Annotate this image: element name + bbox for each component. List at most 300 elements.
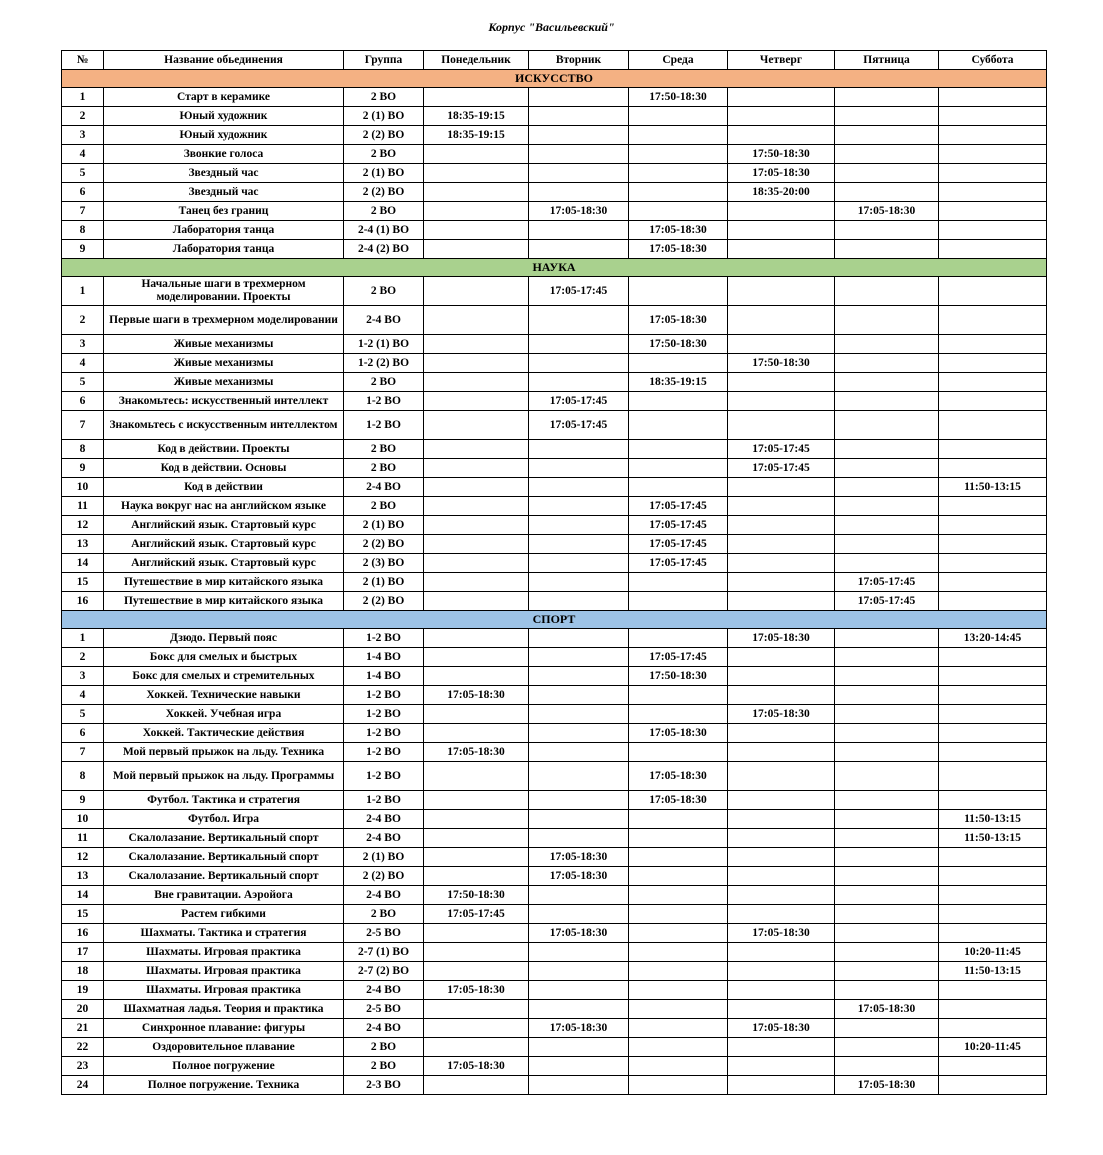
cell-wednesday (629, 126, 728, 145)
cell-thursday (728, 535, 835, 554)
cell-name: Старт в керамике (104, 88, 344, 107)
cell-monday: 18:35-19:15 (424, 126, 529, 145)
cell-saturday (939, 440, 1047, 459)
cell-saturday (939, 981, 1047, 1000)
cell-thursday (728, 943, 835, 962)
cell-number: 4 (62, 145, 104, 164)
cell-friday (835, 962, 939, 981)
table-row (62, 592, 1047, 611)
cell-friday (835, 829, 939, 848)
table-row (62, 392, 1047, 411)
cell-tuesday: 17:05-17:45 (529, 392, 629, 411)
cell-number: 9 (62, 459, 104, 478)
cell-monday: 17:05-18:30 (424, 981, 529, 1000)
cell-monday (424, 867, 529, 886)
cell-thursday (728, 126, 835, 145)
cell-name: Синхронное плавание: фигуры (104, 1019, 344, 1038)
cell-wednesday (629, 743, 728, 762)
cell-group: 1-4 ВО (344, 667, 424, 686)
schedule-table (61, 50, 1047, 1095)
cell-friday (835, 145, 939, 164)
section-header-row (62, 70, 1047, 88)
cell-wednesday (629, 886, 728, 905)
cell-group: 2-4 ВО (344, 810, 424, 829)
cell-number: 6 (62, 183, 104, 202)
table-row (62, 1076, 1047, 1095)
cell-number: 2 (62, 648, 104, 667)
cell-group: 2 ВО (344, 440, 424, 459)
table-row (62, 573, 1047, 592)
cell-saturday: 13:20-14:45 (939, 629, 1047, 648)
cell-friday (835, 497, 939, 516)
cell-tuesday (529, 306, 629, 335)
section-title: НАУКА (62, 259, 1047, 277)
cell-tuesday (529, 164, 629, 183)
document-title: Корпус "Васильевский" (488, 20, 615, 34)
cell-group: 2 ВО (344, 277, 424, 306)
cell-wednesday: 17:05-17:45 (629, 535, 728, 554)
cell-wednesday (629, 411, 728, 440)
cell-thursday (728, 1038, 835, 1057)
cell-thursday (728, 392, 835, 411)
header-name: Название обьединения (104, 51, 344, 70)
cell-name: Путешествие в мир китайского языка (104, 573, 344, 592)
cell-saturday (939, 373, 1047, 392)
table-row (62, 335, 1047, 354)
cell-thursday (728, 743, 835, 762)
table-row (62, 1038, 1047, 1057)
cell-number: 15 (62, 905, 104, 924)
cell-thursday (728, 962, 835, 981)
cell-number: 9 (62, 240, 104, 259)
cell-wednesday (629, 107, 728, 126)
cell-friday (835, 667, 939, 686)
cell-group: 2 ВО (344, 88, 424, 107)
cell-number: 12 (62, 848, 104, 867)
cell-friday (835, 411, 939, 440)
cell-name: Начальные шаги в трехмерном моделировании. Проекты (104, 277, 344, 306)
cell-name: Первые шаги в трехмерном моделировании (104, 306, 344, 335)
cell-tuesday (529, 762, 629, 791)
cell-name: Футбол. Тактика и стратегия (104, 791, 344, 810)
cell-number: 7 (62, 411, 104, 440)
table-row (62, 848, 1047, 867)
cell-name: Оздоровительное плавание (104, 1038, 344, 1057)
cell-number: 14 (62, 886, 104, 905)
cell-wednesday (629, 810, 728, 829)
cell-saturday: 11:50-13:15 (939, 962, 1047, 981)
cell-number: 4 (62, 354, 104, 373)
cell-tuesday (529, 516, 629, 535)
cell-saturday (939, 392, 1047, 411)
cell-tuesday (529, 886, 629, 905)
cell-saturday (939, 848, 1047, 867)
cell-thursday (728, 335, 835, 354)
cell-saturday (939, 886, 1047, 905)
cell-thursday (728, 791, 835, 810)
cell-thursday (728, 1000, 835, 1019)
cell-number: 5 (62, 373, 104, 392)
cell-wednesday (629, 867, 728, 886)
cell-wednesday: 17:05-17:45 (629, 497, 728, 516)
cell-name: Звонкие голоса (104, 145, 344, 164)
cell-thursday (728, 240, 835, 259)
cell-number: 8 (62, 221, 104, 240)
cell-group: 1-2 (1) ВО (344, 335, 424, 354)
cell-wednesday: 17:05-18:30 (629, 221, 728, 240)
table-row (62, 981, 1047, 1000)
cell-number: 20 (62, 1000, 104, 1019)
table-row (62, 867, 1047, 886)
cell-number: 6 (62, 724, 104, 743)
cell-wednesday (629, 440, 728, 459)
cell-monday (424, 392, 529, 411)
cell-saturday (939, 905, 1047, 924)
cell-wednesday (629, 705, 728, 724)
cell-name: Знакомьтесь с искусственным интеллектом (104, 411, 344, 440)
cell-monday (424, 459, 529, 478)
cell-saturday (939, 1019, 1047, 1038)
cell-group: 1-2 (2) ВО (344, 354, 424, 373)
cell-wednesday (629, 962, 728, 981)
cell-monday (424, 164, 529, 183)
cell-group: 2-4 ВО (344, 478, 424, 497)
cell-thursday (728, 981, 835, 1000)
cell-monday (424, 478, 529, 497)
cell-thursday (728, 478, 835, 497)
cell-name: Английский язык. Стартовый курс (104, 554, 344, 573)
table-row (62, 705, 1047, 724)
cell-monday (424, 592, 529, 611)
cell-group: 2-4 ВО (344, 981, 424, 1000)
cell-friday (835, 183, 939, 202)
cell-monday (424, 1076, 529, 1095)
cell-number: 16 (62, 592, 104, 611)
cell-friday: 17:05-17:45 (835, 573, 939, 592)
cell-monday (424, 705, 529, 724)
cell-friday (835, 724, 939, 743)
cell-tuesday (529, 686, 629, 705)
cell-monday (424, 829, 529, 848)
table-row (62, 554, 1047, 573)
cell-saturday: 10:20-11:45 (939, 943, 1047, 962)
cell-wednesday (629, 1038, 728, 1057)
cell-friday (835, 1019, 939, 1038)
cell-wednesday (629, 1076, 728, 1095)
cell-monday (424, 497, 529, 516)
cell-saturday (939, 705, 1047, 724)
cell-group: 2-7 (2) ВО (344, 962, 424, 981)
cell-tuesday (529, 981, 629, 1000)
cell-tuesday: 17:05-18:30 (529, 202, 629, 221)
cell-number: 22 (62, 1038, 104, 1057)
cell-tuesday: 17:05-17:45 (529, 277, 629, 306)
table-row (62, 107, 1047, 126)
cell-wednesday (629, 573, 728, 592)
cell-monday: 17:05-18:30 (424, 743, 529, 762)
cell-name: Футбол. Игра (104, 810, 344, 829)
cell-group: 2-5 ВО (344, 1000, 424, 1019)
cell-number: 12 (62, 516, 104, 535)
cell-friday (835, 1038, 939, 1057)
cell-wednesday (629, 1019, 728, 1038)
cell-group: 2 ВО (344, 145, 424, 164)
cell-number: 23 (62, 1057, 104, 1076)
table-row (62, 478, 1047, 497)
cell-friday (835, 867, 939, 886)
cell-friday (835, 88, 939, 107)
table-row (62, 145, 1047, 164)
cell-tuesday (529, 592, 629, 611)
cell-group: 2 (1) ВО (344, 107, 424, 126)
cell-name: Полное погружение (104, 1057, 344, 1076)
cell-friday (835, 306, 939, 335)
cell-monday (424, 221, 529, 240)
cell-tuesday (529, 705, 629, 724)
cell-tuesday (529, 335, 629, 354)
cell-wednesday (629, 592, 728, 611)
cell-tuesday: 17:05-17:45 (529, 411, 629, 440)
cell-number: 21 (62, 1019, 104, 1038)
cell-group: 2-3 ВО (344, 1076, 424, 1095)
cell-number: 11 (62, 829, 104, 848)
cell-thursday (728, 1057, 835, 1076)
cell-monday: 17:05-18:30 (424, 1057, 529, 1076)
cell-saturday (939, 277, 1047, 306)
cell-name: Код в действии. Основы (104, 459, 344, 478)
cell-group: 2-4 ВО (344, 886, 424, 905)
cell-number: 3 (62, 335, 104, 354)
cell-tuesday (529, 88, 629, 107)
cell-number: 8 (62, 440, 104, 459)
cell-tuesday (529, 810, 629, 829)
cell-saturday (939, 1000, 1047, 1019)
cell-tuesday (529, 1000, 629, 1019)
table-row (62, 762, 1047, 791)
cell-tuesday (529, 791, 629, 810)
cell-wednesday (629, 905, 728, 924)
cell-saturday: 11:50-13:15 (939, 810, 1047, 829)
cell-friday (835, 240, 939, 259)
cell-wednesday (629, 164, 728, 183)
table-row (62, 440, 1047, 459)
cell-number: 10 (62, 478, 104, 497)
cell-number: 19 (62, 981, 104, 1000)
cell-thursday: 17:50-18:30 (728, 145, 835, 164)
cell-group: 1-2 ВО (344, 743, 424, 762)
cell-tuesday (529, 373, 629, 392)
cell-group: 2 (2) ВО (344, 867, 424, 886)
header-group: Группа (344, 51, 424, 70)
table-row (62, 724, 1047, 743)
cell-wednesday (629, 277, 728, 306)
table-row (62, 648, 1047, 667)
cell-saturday (939, 592, 1047, 611)
cell-friday: 17:05-18:30 (835, 1000, 939, 1019)
cell-thursday (728, 88, 835, 107)
cell-wednesday (629, 202, 728, 221)
cell-friday (835, 277, 939, 306)
cell-tuesday (529, 1057, 629, 1076)
cell-monday: 17:50-18:30 (424, 886, 529, 905)
cell-number: 24 (62, 1076, 104, 1095)
cell-thursday (728, 686, 835, 705)
cell-tuesday (529, 221, 629, 240)
table-row (62, 126, 1047, 145)
header-saturday: Суббота (939, 51, 1047, 70)
table-row (62, 629, 1047, 648)
cell-thursday (728, 886, 835, 905)
cell-wednesday (629, 145, 728, 164)
cell-friday (835, 848, 939, 867)
cell-friday (835, 705, 939, 724)
cell-saturday (939, 459, 1047, 478)
cell-wednesday (629, 478, 728, 497)
cell-wednesday: 17:05-17:45 (629, 516, 728, 535)
cell-thursday: 17:05-18:30 (728, 705, 835, 724)
cell-monday (424, 648, 529, 667)
cell-name: Бокс для смелых и быстрых (104, 648, 344, 667)
cell-name: Код в действии. Проекты (104, 440, 344, 459)
cell-wednesday: 17:05-17:45 (629, 648, 728, 667)
cell-group: 1-2 ВО (344, 762, 424, 791)
cell-friday (835, 516, 939, 535)
cell-friday (835, 924, 939, 943)
cell-name: Знакомьтесь: искусственный интеллект (104, 392, 344, 411)
cell-thursday (728, 829, 835, 848)
cell-group: 2-7 (1) ВО (344, 943, 424, 962)
cell-tuesday (529, 648, 629, 667)
cell-wednesday (629, 354, 728, 373)
cell-saturday: 11:50-13:15 (939, 829, 1047, 848)
cell-wednesday (629, 981, 728, 1000)
cell-number: 5 (62, 164, 104, 183)
cell-friday (835, 905, 939, 924)
cell-friday (835, 478, 939, 497)
cell-number: 7 (62, 743, 104, 762)
cell-monday: 17:05-18:30 (424, 686, 529, 705)
cell-thursday (728, 107, 835, 126)
cell-name: Код в действии (104, 478, 344, 497)
section-header-row (62, 259, 1047, 277)
cell-group: 2 (2) ВО (344, 183, 424, 202)
table-row (62, 667, 1047, 686)
cell-saturday (939, 145, 1047, 164)
cell-group: 2 (3) ВО (344, 554, 424, 573)
cell-thursday (728, 905, 835, 924)
cell-saturday (939, 762, 1047, 791)
cell-wednesday: 17:50-18:30 (629, 667, 728, 686)
cell-tuesday (529, 240, 629, 259)
cell-saturday (939, 516, 1047, 535)
cell-thursday (728, 724, 835, 743)
header-thursday: Четверг (728, 51, 835, 70)
cell-monday (424, 1038, 529, 1057)
cell-group: 1-2 ВО (344, 686, 424, 705)
cell-monday (424, 848, 529, 867)
cell-monday (424, 88, 529, 107)
cell-thursday (728, 592, 835, 611)
cell-name: Вне гравитации. Аэройога (104, 886, 344, 905)
table-row (62, 221, 1047, 240)
cell-name: Английский язык. Стартовый курс (104, 535, 344, 554)
cell-name: Хоккей. Учебная игра (104, 705, 344, 724)
cell-tuesday (529, 183, 629, 202)
table-row (62, 924, 1047, 943)
cell-number: 14 (62, 554, 104, 573)
cell-thursday (728, 573, 835, 592)
cell-friday (835, 629, 939, 648)
cell-friday (835, 459, 939, 478)
cell-number: 2 (62, 107, 104, 126)
header-tuesday: Вторник (529, 51, 629, 70)
cell-tuesday (529, 629, 629, 648)
cell-saturday (939, 724, 1047, 743)
cell-tuesday (529, 126, 629, 145)
table-row (62, 183, 1047, 202)
cell-name: Шахматы. Игровая практика (104, 962, 344, 981)
cell-name: Мой первый прыжок на льду. Программы (104, 762, 344, 791)
section-title: ИСКУССТВО (62, 70, 1047, 88)
table-row (62, 202, 1047, 221)
cell-number: 16 (62, 924, 104, 943)
cell-group: 2 ВО (344, 202, 424, 221)
cell-name: Полное погружение. Техника (104, 1076, 344, 1095)
table-row (62, 791, 1047, 810)
cell-group: 2-4 ВО (344, 1019, 424, 1038)
cell-monday (424, 202, 529, 221)
cell-number: 2 (62, 306, 104, 335)
cell-friday (835, 981, 939, 1000)
cell-wednesday (629, 459, 728, 478)
cell-saturday (939, 743, 1047, 762)
cell-monday (424, 1019, 529, 1038)
cell-monday (424, 667, 529, 686)
cell-tuesday (529, 145, 629, 164)
cell-monday (424, 573, 529, 592)
cell-name: Живые механизмы (104, 354, 344, 373)
cell-group: 2 (1) ВО (344, 164, 424, 183)
cell-group: 2-4 ВО (344, 306, 424, 335)
cell-monday (424, 943, 529, 962)
cell-group: 2 (1) ВО (344, 573, 424, 592)
cell-friday (835, 392, 939, 411)
cell-number: 1 (62, 629, 104, 648)
table-row (62, 743, 1047, 762)
cell-wednesday: 17:05-17:45 (629, 554, 728, 573)
cell-friday (835, 221, 939, 240)
table-row (62, 411, 1047, 440)
table-row (62, 497, 1047, 516)
cell-thursday: 17:05-17:45 (728, 440, 835, 459)
cell-number: 9 (62, 791, 104, 810)
cell-monday (424, 629, 529, 648)
cell-name: Шахматная ладья. Теория и практика (104, 1000, 344, 1019)
cell-monday: 18:35-19:15 (424, 107, 529, 126)
cell-friday (835, 648, 939, 667)
cell-friday (835, 335, 939, 354)
cell-friday: 17:05-18:30 (835, 202, 939, 221)
cell-saturday (939, 126, 1047, 145)
cell-monday (424, 373, 529, 392)
cell-tuesday (529, 905, 629, 924)
cell-number: 13 (62, 535, 104, 554)
cell-friday (835, 107, 939, 126)
cell-group: 1-2 ВО (344, 392, 424, 411)
cell-group: 1-4 ВО (344, 648, 424, 667)
cell-thursday: 17:05-18:30 (728, 164, 835, 183)
cell-monday (424, 354, 529, 373)
